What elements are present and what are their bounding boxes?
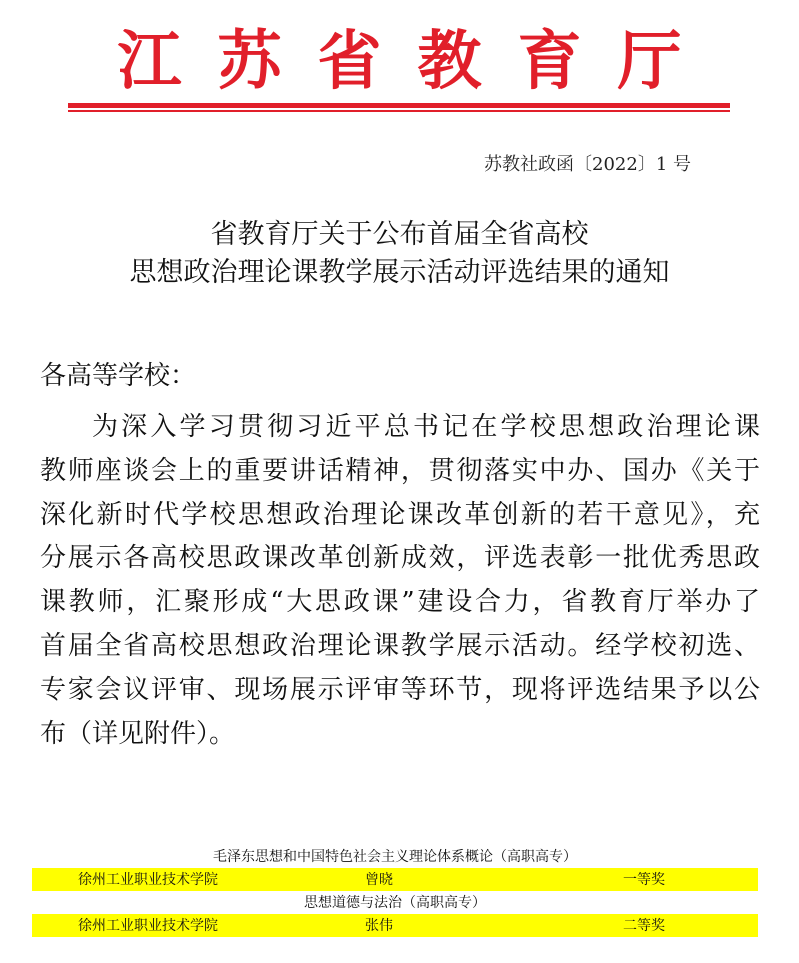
table-row bbox=[32, 914, 758, 937]
salutation: 各高等学校： bbox=[40, 361, 197, 391]
category-title: 毛泽东思想和中国特色社会主义理论体系概论（高职高专） bbox=[213, 848, 577, 864]
body-paragraph bbox=[40, 406, 760, 756]
body-line: 教师座谈会上的重要讲话精神，贯彻落实中办、国办《关于 bbox=[40, 455, 760, 486]
teacher-name-cell: 曾晓 bbox=[365, 871, 393, 887]
award-cell: 一等奖 bbox=[623, 871, 665, 887]
body-line: 分展示各高校思政课改革创新成效，评选表彰一批优秀思政 bbox=[40, 543, 760, 574]
body-line: 深化新时代学校思想政治理论课改革创新的若干意见》，充 bbox=[40, 499, 760, 530]
category-title: 思想道德与法治（高职高专） bbox=[304, 894, 486, 910]
table-row bbox=[32, 868, 758, 891]
document-title-line-2: 思想政治理论课教学展示活动评选结果的通知 bbox=[129, 257, 670, 288]
body-line: 课教师，汇聚形成“大思政课”建设合力，省教育厅举办了 bbox=[40, 587, 760, 618]
school-cell: 徐州工业职业技术学院 bbox=[78, 917, 218, 933]
body-line: 为深入学习贯彻习近平总书记在学校思想政治理论课 bbox=[92, 412, 760, 442]
school-cell: 徐州工业职业技术学院 bbox=[78, 871, 218, 887]
body-line: 专家会议评审、现场展示评审等环节，现将评选结果予以公 bbox=[40, 674, 760, 705]
results-table bbox=[32, 845, 758, 937]
document-header-org: 江苏省教育厅 bbox=[117, 24, 718, 99]
award-cell: 二等奖 bbox=[623, 917, 665, 933]
header-red-rule-thin bbox=[68, 110, 730, 112]
document-title-line-1: 省教育厅关于公布首届全省高校 bbox=[210, 219, 589, 250]
teacher-name-cell: 张伟 bbox=[365, 917, 393, 933]
document-number: 苏教社政函〔2022〕1 号 bbox=[484, 154, 691, 175]
header-red-rule-thick bbox=[68, 103, 730, 108]
body-line: 首届全省高校思想政治理论课教学展示活动。经学校初选、 bbox=[40, 630, 760, 661]
body-line: 布（详见附件）。 bbox=[40, 718, 236, 749]
